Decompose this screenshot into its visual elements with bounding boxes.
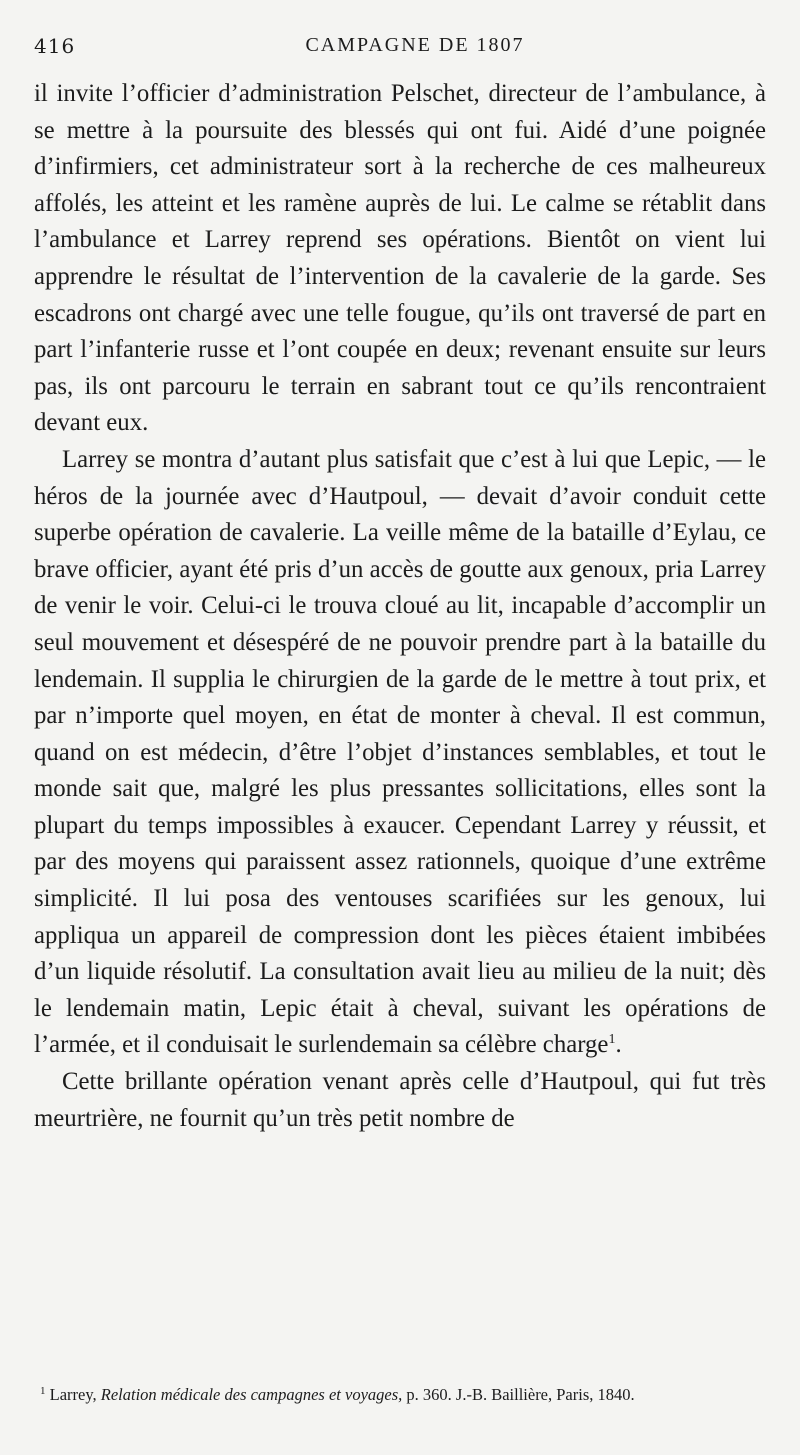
footnote-author: Larrey, — [49, 1385, 97, 1404]
paragraph-3: Cette brillante opération venant après celle d’Hautpoul, qui fut très meurtrière, ne fournit qu’un très petit nombre de — [34, 1068, 766, 1132]
page-header — [34, 28, 766, 68]
running-head: CAMPAGNE DE 1807 — [305, 34, 525, 56]
body-text — [34, 76, 766, 1137]
paragraph-2-text: Larrey se montra d’autant plus satisfait que c’est à lui que Lepic, — le héros de la journée avec d’Hautpoul, — devait d’avoir conduit cette superbe opération de cavalerie. La veille même de la bataille d’Eylau, ce brave officier, ayant été pris d’un accès de goutte aux genoux, pria Larrey de venir le voir. Celui-ci le trouva cloué au lit, incapable d’accomplir un seul mouvement et désespéré de ne pouvoir prendre part à la bataille du lendemain. Il supplia le chirurgien de la garde de le mettre à tout prix, et par n’importe quel moyen, en état de monter à cheval. Il est commun, quand on est médecin, d’être l’objet d’instances semblables, et tout le monde sait que, malgré les plus pressantes sollicitations, elles sont la plupart du temps impossibles à exaucer. Cependant Larrey y réussit, et par des moyens qui paraissent assez rationnels, quoique d’une extrême simplicité. Il lui posa des ventouses scarifiées sur les genoux, lui appliqua un appareil de compression dont les pièces étaient imbibées d’un liquide résolutif. La consultation avait lieu au milieu de la nuit; dès le lendemain matin, Lepic était à cheval, suivant les opérations de l’armée, et il conduisait le surlendemain sa célèbre charge — [34, 445, 766, 1059]
footnote-title: Relation médicale des campagnes et voyages, — [100, 1385, 403, 1404]
paragraph-1: il invite l’officier d’administration Pelschet, directeur de l’ambulance, à se mettre à la poursuite des blessés qui ont fui. Aidé d’une poignée d’infirmiers, cet administrateur sort à la recherche de ces malheureux affolés, les atteint et les ramène auprès de lui. Le calme se rétablit dans l’ambulance et Larrey reprend ses opérations. Bientôt on vient lui apprendre le résultat de l’intervention de la cavalerie de la garde. Ses escadrons ont chargé avec une telle fougue, qu’ils ont traversé de part en part l’infanterie russe et l’ont coupée en deux; revenant ensuite sur leurs pas, ils ont parcouru le terrain en sabrant tout ce qu’ils rencontraient devant eux. — [34, 80, 766, 437]
footnote — [40, 1384, 766, 1405]
page-number: 416 — [34, 34, 76, 58]
footnote-citation: p. 360. J.-B. Baillière, Paris, 1840. — [406, 1385, 635, 1404]
footnote-mark: 1 — [40, 1385, 46, 1397]
paragraph-2 — [34, 442, 766, 1064]
footnote-reference: 1 — [608, 1032, 616, 1048]
paragraph-2-end: . — [615, 1031, 622, 1059]
